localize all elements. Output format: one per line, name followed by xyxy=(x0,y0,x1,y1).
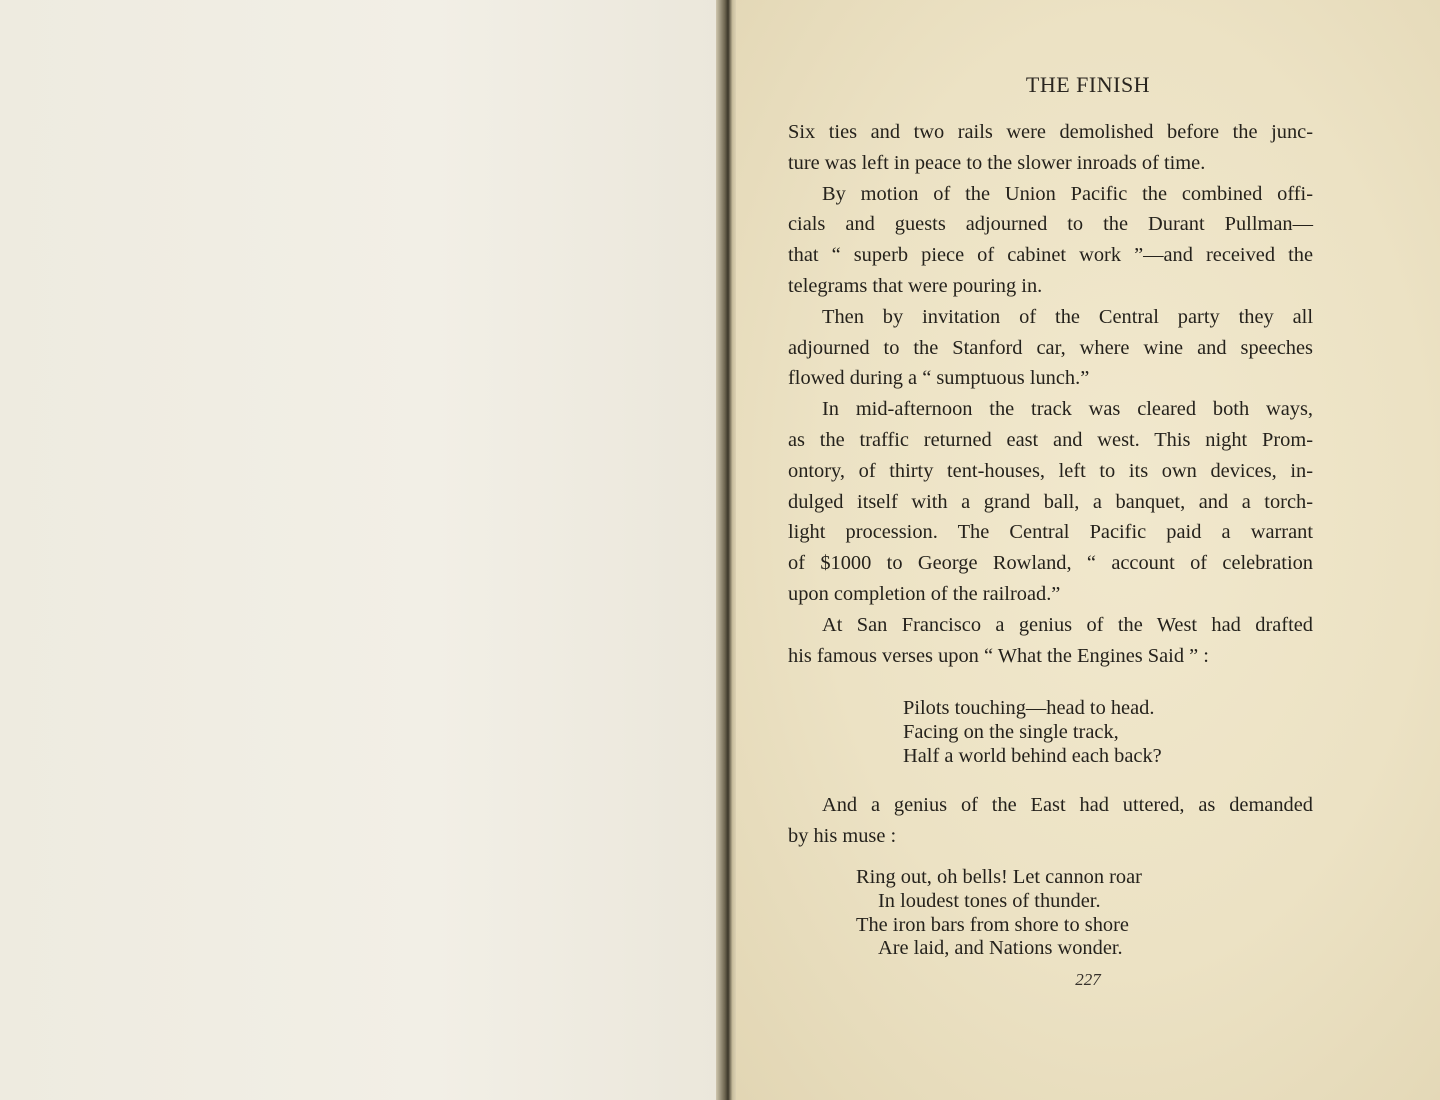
text-line: ontory, of thirty tent-houses, left to its own devices, in- xyxy=(788,459,1313,482)
text-line: as the traffic returned east and west. This night Prom- xyxy=(788,428,1313,451)
verse-line: Half a world behind each back? xyxy=(903,744,1162,767)
text-line: upon completion of the railroad.” xyxy=(788,582,1061,605)
text-line: At San Francisco a genius of the West had drafted xyxy=(822,613,1313,636)
right-page xyxy=(736,0,1440,1100)
verse-ring-out xyxy=(856,866,1142,961)
verse-line: Facing on the single track, xyxy=(903,720,1119,743)
verse-line: The iron bars from shore to shore xyxy=(856,913,1129,936)
text-line: Then by invitation of the Central party they all xyxy=(822,305,1313,328)
paragraph-2 xyxy=(788,179,1313,302)
text-line: light procession. The Central Pacific paid a warrant xyxy=(788,521,1313,544)
body-text xyxy=(788,117,1313,671)
text-line: telegrams that were pouring in. xyxy=(788,274,1043,297)
text-line: Six ties and two rails were demolished before the junc- xyxy=(788,121,1313,143)
text-line: by his muse : xyxy=(788,824,897,847)
paragraph-6 xyxy=(788,790,1313,852)
paragraph-1 xyxy=(788,117,1313,179)
text-line: ture was left in peace to the slower inroads of time. xyxy=(788,151,1206,174)
text-line: flowed during a “ sumptuous lunch.” xyxy=(788,367,1090,390)
text-line: And a genius of the East had uttered, as demanded xyxy=(822,794,1313,816)
paragraph-5 xyxy=(788,610,1313,672)
paragraph-3 xyxy=(788,302,1313,394)
running-head: THE FINISH xyxy=(1025,72,1151,97)
text-line: dulged itself with a grand ball, a banquet, and a torch- xyxy=(788,490,1313,513)
verse-engines-said xyxy=(903,697,1162,768)
text-line: By motion of the Union Pacific the combined offi- xyxy=(822,182,1313,205)
verse-line: In loudest tones of thunder. xyxy=(878,889,1101,912)
text-line: cials and guests adjourned to the Durant Pullman— xyxy=(788,213,1313,236)
book-gutter xyxy=(716,0,738,1100)
verse-line: Ring out, oh bells! Let cannon roar xyxy=(856,866,1142,888)
text-line: adjourned to the Stanford car, where wine and speeches xyxy=(788,336,1313,359)
text-line: of $1000 to George Rowland, “ account of celebration xyxy=(788,552,1313,575)
text-line: that “ superb piece of cabinet work ”—and received the xyxy=(788,244,1313,267)
text-line: his famous verses upon “ What the Engines Said ” : xyxy=(788,644,1209,667)
verse-line: Pilots touching—head to head. xyxy=(903,697,1155,719)
text-line: In mid-afternoon the track was cleared both ways, xyxy=(822,398,1313,421)
verse-line: Are laid, and Nations wonder. xyxy=(878,937,1123,960)
page-number: 227 xyxy=(1075,970,1101,989)
paragraph-4 xyxy=(788,394,1313,610)
